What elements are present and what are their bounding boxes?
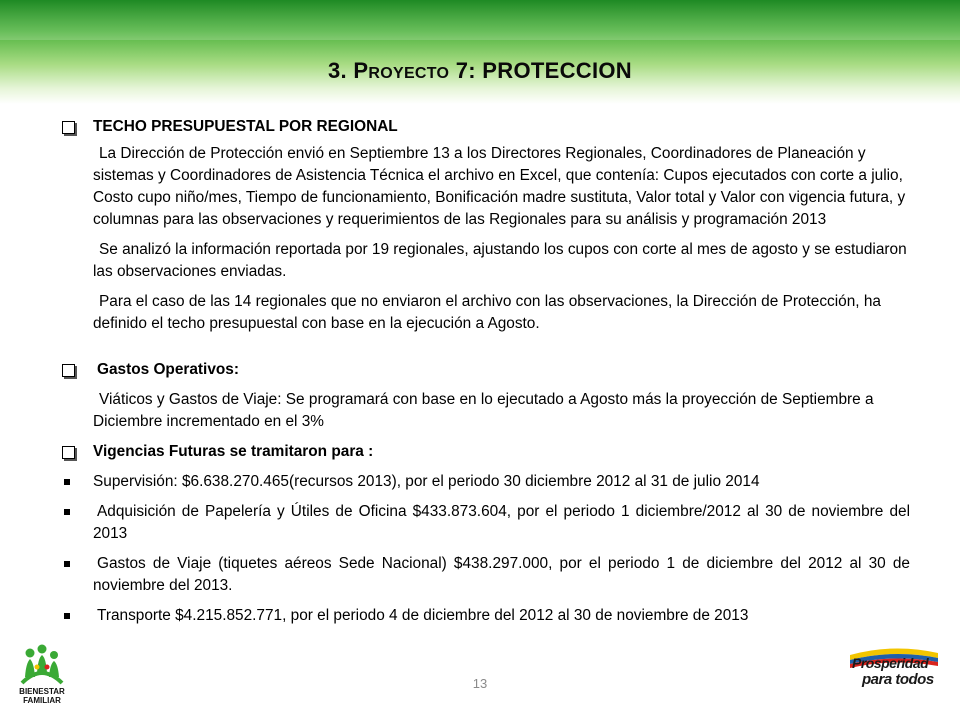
header-band <box>0 0 960 104</box>
prosperidad-para-todos-logo <box>848 645 940 695</box>
list-item <box>60 605 910 627</box>
page-number: 13 <box>472 676 488 691</box>
logo-left-line2: FAMILIAR <box>23 696 61 705</box>
square-bullet-icon <box>60 605 82 627</box>
family-figures-icon <box>16 643 68 687</box>
list-item-text: Supervisión: $6.638.270.465(recursos 2013), por el periodo 30 diciembre 2012 al 31 de julio 2014 <box>93 473 760 490</box>
square-bullet-icon <box>60 501 82 523</box>
checkbox-bullet-icon <box>60 441 82 463</box>
logo-left-line1: BIENESTAR <box>19 687 65 696</box>
slide-content <box>60 116 910 627</box>
logo-right-line2: para todos <box>862 671 934 688</box>
list-item <box>60 471 910 493</box>
slide-title <box>0 58 960 84</box>
list-item <box>60 501 910 545</box>
paragraph: Viáticos y Gastos de Viaje: Se programará con base en lo ejecutado a Agosto más la proyección de Septiembre a Diciembre incrementado en el 3% <box>93 391 874 430</box>
bienestar-familiar-logo <box>16 643 68 715</box>
section-techo-heading <box>60 116 910 138</box>
logo-right-line1: Prosperidad <box>852 655 929 671</box>
section-heading-text: Gastos Operativos: <box>97 361 239 378</box>
list-item-text: Gastos de Viaje (tiquetes aéreos Sede Nacional) $438.297.000, por el periodo 1 de diciembre del 2012 al 30 de noviembre del 2013. <box>93 555 910 594</box>
title-word-first: P <box>353 58 369 83</box>
list-item <box>60 553 910 597</box>
checkbox-bullet-icon <box>60 359 82 381</box>
section-heading-text: Vigencias Futuras se tramitaron para : <box>93 443 374 460</box>
paragraph: Se analizó la información reportada por 19 regionales, ajustando los cupos con corte al mes de agosto y se estudiaron las observaciones enviadas. <box>93 241 907 280</box>
section-vigencias-heading <box>60 441 910 463</box>
paragraph: La Dirección de Protección envió en Septiembre 13 a los Directores Regionales, Coordinadores de Planeación y sistemas y Coordinadores de Asistencia Técnica el archivo en Excel, que contenía: Cupos ejecutados con corte a julio, Costo cupo niño/mes, Tiempo de funcionamiento, Bonificación madre sustituta, Valor total y Valor con vigencia futura, y columnas para las observaciones y requerimientos de las Regionales para su análisis y programación 2013 <box>93 145 906 228</box>
checkbox-bullet-icon <box>60 116 82 138</box>
title-word-rest: ROYECTO <box>368 65 450 82</box>
logo-left-text <box>12 687 72 705</box>
square-bullet-icon <box>60 471 82 493</box>
paragraph: Para el caso de las 14 regionales que no enviaron el archivo con las observaciones, la Dirección de Protección, ha definido el techo presupuestal con base en la ejecución a Agosto. <box>93 293 881 332</box>
list-item-text: Adquisición de Papelería y Útiles de Oficina $433.873.604, por el periodo 1 diciembre/2012 al 30 de noviembre del 2013 <box>93 503 910 542</box>
square-bullet-icon <box>60 553 82 575</box>
list-item-text: Transporte $4.215.852.771, por el periodo 4 de diciembre del 2012 al 30 de noviembre de 2013 <box>97 607 749 624</box>
title-number: 3. <box>328 58 347 83</box>
title-suffix: 7: PROTECCION <box>455 58 632 83</box>
section-gastos-heading <box>60 359 910 381</box>
section-heading-text: TECHO PRESUPUESTAL POR REGIONAL <box>93 118 398 135</box>
header-gloss <box>0 0 960 40</box>
